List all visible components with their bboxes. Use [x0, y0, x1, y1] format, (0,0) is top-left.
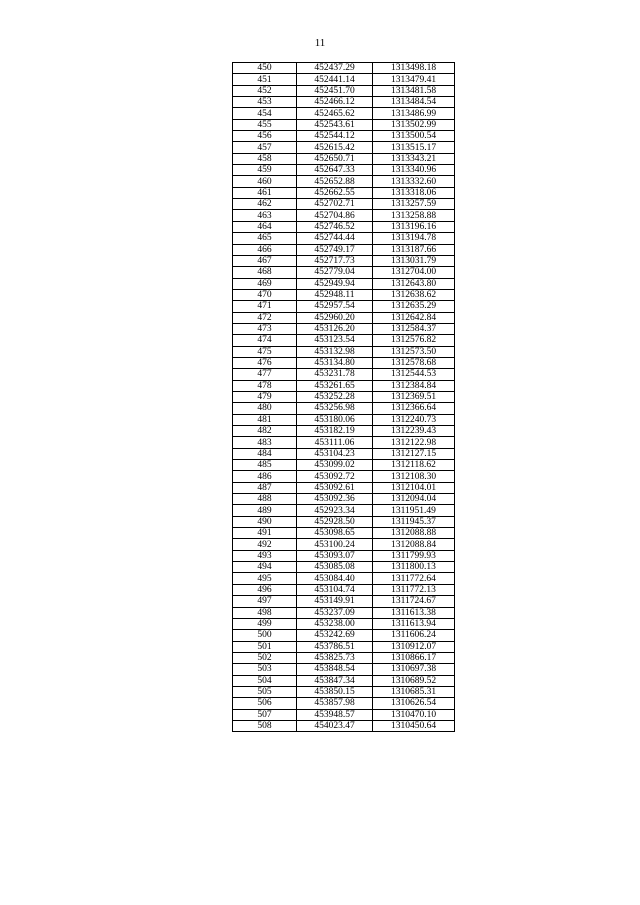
x-coordinate-cell: 453149.91: [297, 596, 373, 607]
point-number-cell: 495: [233, 573, 297, 584]
point-number-cell: 500: [233, 630, 297, 641]
table-row: [233, 494, 455, 505]
point-number-cell: 497: [233, 596, 297, 607]
point-number-cell: 460: [233, 176, 297, 187]
y-coordinate-cell: 1312369.51: [373, 391, 455, 402]
point-number-cell: 463: [233, 210, 297, 221]
table-row: [233, 108, 455, 119]
point-number-cell: 484: [233, 448, 297, 459]
x-coordinate-cell: 452543.61: [297, 119, 373, 130]
y-coordinate-cell: 1313187.66: [373, 244, 455, 255]
point-number-cell: 452: [233, 85, 297, 96]
y-coordinate-cell: 1312127.15: [373, 448, 455, 459]
x-coordinate-cell: 452437.29: [297, 63, 373, 74]
point-number-cell: 480: [233, 403, 297, 414]
point-number-cell: 494: [233, 562, 297, 573]
table-row: [233, 391, 455, 402]
table-row: [233, 596, 455, 607]
x-coordinate-cell: 453256.98: [297, 403, 373, 414]
x-coordinate-cell: 452451.70: [297, 85, 373, 96]
y-coordinate-cell: 1312643.80: [373, 278, 455, 289]
x-coordinate-cell: 453084.40: [297, 573, 373, 584]
y-coordinate-cell: 1311799.93: [373, 550, 455, 561]
table-row: [233, 153, 455, 164]
point-number-cell: 492: [233, 539, 297, 550]
y-coordinate-cell: 1313343.21: [373, 153, 455, 164]
point-number-cell: 501: [233, 641, 297, 652]
x-coordinate-cell: 453099.02: [297, 460, 373, 471]
y-coordinate-cell: 1313031.79: [373, 255, 455, 266]
point-number-cell: 466: [233, 244, 297, 255]
x-coordinate-cell: 453180.06: [297, 414, 373, 425]
point-number-cell: 479: [233, 391, 297, 402]
table-row: [233, 74, 455, 85]
point-number-cell: 478: [233, 380, 297, 391]
y-coordinate-cell: 1310866.17: [373, 652, 455, 663]
y-coordinate-cell: 1313332.60: [373, 176, 455, 187]
x-coordinate-cell: 452704.86: [297, 210, 373, 221]
x-coordinate-cell: 453098.65: [297, 528, 373, 539]
point-number-cell: 481: [233, 414, 297, 425]
point-number-cell: 486: [233, 471, 297, 482]
table-row: [233, 255, 455, 266]
table-row: [233, 233, 455, 244]
x-coordinate-cell: 452647.33: [297, 165, 373, 176]
table-row: [233, 199, 455, 210]
x-coordinate-cell: 452923.34: [297, 505, 373, 516]
x-coordinate-cell: 452960.20: [297, 312, 373, 323]
point-number-cell: 504: [233, 675, 297, 686]
point-number-cell: 459: [233, 165, 297, 176]
y-coordinate-cell: 1311606.24: [373, 630, 455, 641]
x-coordinate-cell: 453123.54: [297, 335, 373, 346]
table-row: [233, 380, 455, 391]
x-coordinate-cell: 453092.72: [297, 471, 373, 482]
table-row: [233, 573, 455, 584]
point-number-cell: 488: [233, 494, 297, 505]
table-row: [233, 131, 455, 142]
y-coordinate-cell: 1312240.73: [373, 414, 455, 425]
x-coordinate-cell: 453261.65: [297, 380, 373, 391]
y-coordinate-cell: 1313484.54: [373, 97, 455, 108]
x-coordinate-cell: 452749.17: [297, 244, 373, 255]
x-coordinate-cell: 452746.52: [297, 221, 373, 232]
table-row: [233, 426, 455, 437]
table-row: [233, 97, 455, 108]
table-row: [233, 641, 455, 652]
point-number-cell: 458: [233, 153, 297, 164]
table-row: [233, 562, 455, 573]
table-row: [233, 403, 455, 414]
point-number-cell: 472: [233, 312, 297, 323]
coordinates-table-body: [233, 63, 455, 732]
point-number-cell: 475: [233, 346, 297, 357]
x-coordinate-cell: 453242.69: [297, 630, 373, 641]
x-coordinate-cell: 453786.51: [297, 641, 373, 652]
y-coordinate-cell: 1313257.59: [373, 199, 455, 210]
y-coordinate-cell: 1313340.96: [373, 165, 455, 176]
table-row: [233, 471, 455, 482]
table-row: [233, 335, 455, 346]
x-coordinate-cell: 452662.55: [297, 187, 373, 198]
table-row: [233, 528, 455, 539]
table-row: [233, 686, 455, 697]
x-coordinate-cell: 452717.73: [297, 255, 373, 266]
y-coordinate-cell: 1313515.17: [373, 142, 455, 153]
x-coordinate-cell: 453237.09: [297, 607, 373, 618]
y-coordinate-cell: 1313500.54: [373, 131, 455, 142]
x-coordinate-cell: 453100.24: [297, 539, 373, 550]
table-row: [233, 505, 455, 516]
point-number-cell: 491: [233, 528, 297, 539]
table-row: [233, 550, 455, 561]
point-number-cell: 496: [233, 584, 297, 595]
point-number-cell: 498: [233, 607, 297, 618]
y-coordinate-cell: 1311613.94: [373, 618, 455, 629]
y-coordinate-cell: 1312104.01: [373, 482, 455, 493]
table-row: [233, 460, 455, 471]
point-number-cell: 467: [233, 255, 297, 266]
x-coordinate-cell: 453132.98: [297, 346, 373, 357]
x-coordinate-cell: 452744.44: [297, 233, 373, 244]
page-number: 11: [314, 37, 326, 49]
y-coordinate-cell: 1310450.64: [373, 720, 455, 731]
table-row: [233, 119, 455, 130]
y-coordinate-cell: 1313479.41: [373, 74, 455, 85]
table-row: [233, 516, 455, 527]
coordinates-table: [232, 62, 455, 732]
y-coordinate-cell: 1313318.06: [373, 187, 455, 198]
y-coordinate-cell: 1313194.78: [373, 233, 455, 244]
y-coordinate-cell: 1312088.84: [373, 539, 455, 550]
x-coordinate-cell: 452466.12: [297, 97, 373, 108]
y-coordinate-cell: 1311951.49: [373, 505, 455, 516]
table-row: [233, 607, 455, 618]
x-coordinate-cell: 453104.23: [297, 448, 373, 459]
x-coordinate-cell: 452702.71: [297, 199, 373, 210]
point-number-cell: 462: [233, 199, 297, 210]
x-coordinate-cell: 453231.78: [297, 369, 373, 380]
point-number-cell: 506: [233, 698, 297, 709]
x-coordinate-cell: 453850.15: [297, 686, 373, 697]
point-number-cell: 502: [233, 652, 297, 663]
y-coordinate-cell: 1312108.30: [373, 471, 455, 482]
point-number-cell: 468: [233, 267, 297, 278]
x-coordinate-cell: 452948.11: [297, 289, 373, 300]
point-number-cell: 483: [233, 437, 297, 448]
y-coordinate-cell: 1311724.67: [373, 596, 455, 607]
y-coordinate-cell: 1310912.07: [373, 641, 455, 652]
x-coordinate-cell: 452779.04: [297, 267, 373, 278]
table-row: [233, 652, 455, 663]
point-number-cell: 454: [233, 108, 297, 119]
x-coordinate-cell: 453134.80: [297, 357, 373, 368]
x-coordinate-cell: 452949.94: [297, 278, 373, 289]
table-row: [233, 720, 455, 731]
table-row: [233, 482, 455, 493]
y-coordinate-cell: 1312239.43: [373, 426, 455, 437]
point-number-cell: 487: [233, 482, 297, 493]
table-row: [233, 448, 455, 459]
table-row: [233, 584, 455, 595]
table-row: [233, 210, 455, 221]
x-coordinate-cell: 452650.71: [297, 153, 373, 164]
x-coordinate-cell: 453182.19: [297, 426, 373, 437]
y-coordinate-cell: 1313196.16: [373, 221, 455, 232]
table-row: [233, 323, 455, 334]
table-row: [233, 346, 455, 357]
x-coordinate-cell: 453126.20: [297, 323, 373, 334]
y-coordinate-cell: 1312118.62: [373, 460, 455, 471]
x-coordinate-cell: 453848.54: [297, 664, 373, 675]
point-number-cell: 476: [233, 357, 297, 368]
point-number-cell: 453: [233, 97, 297, 108]
y-coordinate-cell: 1312578.68: [373, 357, 455, 368]
y-coordinate-cell: 1312122.98: [373, 437, 455, 448]
x-coordinate-cell: 452465.62: [297, 108, 373, 119]
x-coordinate-cell: 453093.07: [297, 550, 373, 561]
point-number-cell: 474: [233, 335, 297, 346]
point-number-cell: 473: [233, 323, 297, 334]
y-coordinate-cell: 1313481.58: [373, 85, 455, 96]
table-row: [233, 698, 455, 709]
y-coordinate-cell: 1312576.82: [373, 335, 455, 346]
table-row: [233, 437, 455, 448]
y-coordinate-cell: 1311772.13: [373, 584, 455, 595]
point-number-cell: 507: [233, 709, 297, 720]
y-coordinate-cell: 1312584.37: [373, 323, 455, 334]
table-row: [233, 630, 455, 641]
y-coordinate-cell: 1310697.38: [373, 664, 455, 675]
point-number-cell: 461: [233, 187, 297, 198]
point-number-cell: 477: [233, 369, 297, 380]
x-coordinate-cell: 452441.14: [297, 74, 373, 85]
x-coordinate-cell: 452928.50: [297, 516, 373, 527]
table-row: [233, 267, 455, 278]
point-number-cell: 503: [233, 664, 297, 675]
y-coordinate-cell: 1312544.53: [373, 369, 455, 380]
point-number-cell: 490: [233, 516, 297, 527]
x-coordinate-cell: 453847.34: [297, 675, 373, 686]
point-number-cell: 482: [233, 426, 297, 437]
y-coordinate-cell: 1311945.37: [373, 516, 455, 527]
x-coordinate-cell: 453111.06: [297, 437, 373, 448]
point-number-cell: 505: [233, 686, 297, 697]
table-row: [233, 709, 455, 720]
x-coordinate-cell: 453825.73: [297, 652, 373, 663]
y-coordinate-cell: 1312094.04: [373, 494, 455, 505]
point-number-cell: 493: [233, 550, 297, 561]
y-coordinate-cell: 1312704.00: [373, 267, 455, 278]
y-coordinate-cell: 1312366.64: [373, 403, 455, 414]
x-coordinate-cell: 453092.36: [297, 494, 373, 505]
table-row: [233, 63, 455, 74]
table-row: [233, 187, 455, 198]
x-coordinate-cell: 453085.08: [297, 562, 373, 573]
point-number-cell: 470: [233, 289, 297, 300]
table-row: [233, 176, 455, 187]
y-coordinate-cell: 1313502.99: [373, 119, 455, 130]
y-coordinate-cell: 1310470.10: [373, 709, 455, 720]
table-row: [233, 357, 455, 368]
point-number-cell: 508: [233, 720, 297, 731]
y-coordinate-cell: 1313498.18: [373, 63, 455, 74]
table-row: [233, 142, 455, 153]
y-coordinate-cell: 1310685.31: [373, 686, 455, 697]
point-number-cell: 450: [233, 63, 297, 74]
table-row: [233, 278, 455, 289]
table-row: [233, 414, 455, 425]
point-number-cell: 464: [233, 221, 297, 232]
table-row: [233, 289, 455, 300]
y-coordinate-cell: 1310689.52: [373, 675, 455, 686]
y-coordinate-cell: 1312384.84: [373, 380, 455, 391]
point-number-cell: 471: [233, 301, 297, 312]
y-coordinate-cell: 1313486.99: [373, 108, 455, 119]
point-number-cell: 489: [233, 505, 297, 516]
y-coordinate-cell: 1313258.88: [373, 210, 455, 221]
point-number-cell: 456: [233, 131, 297, 142]
x-coordinate-cell: 452615.42: [297, 142, 373, 153]
point-number-cell: 455: [233, 119, 297, 130]
x-coordinate-cell: 454023.47: [297, 720, 373, 731]
x-coordinate-cell: 452544.12: [297, 131, 373, 142]
y-coordinate-cell: 1310626.54: [373, 698, 455, 709]
point-number-cell: 485: [233, 460, 297, 471]
y-coordinate-cell: 1312088.88: [373, 528, 455, 539]
x-coordinate-cell: 453252.28: [297, 391, 373, 402]
table-row: [233, 301, 455, 312]
table-row: [233, 664, 455, 675]
table-row: [233, 369, 455, 380]
x-coordinate-cell: 453238.00: [297, 618, 373, 629]
table-row: [233, 221, 455, 232]
point-number-cell: 499: [233, 618, 297, 629]
y-coordinate-cell: 1311772.64: [373, 573, 455, 584]
x-coordinate-cell: 453948.57: [297, 709, 373, 720]
table-row: [233, 618, 455, 629]
y-coordinate-cell: 1312642.84: [373, 312, 455, 323]
table-row: [233, 165, 455, 176]
y-coordinate-cell: 1311613.38: [373, 607, 455, 618]
point-number-cell: 457: [233, 142, 297, 153]
point-number-cell: 465: [233, 233, 297, 244]
x-coordinate-cell: 452652.88: [297, 176, 373, 187]
table-row: [233, 85, 455, 96]
y-coordinate-cell: 1312638.62: [373, 289, 455, 300]
y-coordinate-cell: 1312573.50: [373, 346, 455, 357]
y-coordinate-cell: 1312635.29: [373, 301, 455, 312]
table-row: [233, 244, 455, 255]
table-row: [233, 539, 455, 550]
x-coordinate-cell: 452957.54: [297, 301, 373, 312]
table-row: [233, 312, 455, 323]
table-row: [233, 675, 455, 686]
point-number-cell: 451: [233, 74, 297, 85]
x-coordinate-cell: 453857.98: [297, 698, 373, 709]
x-coordinate-cell: 453092.61: [297, 482, 373, 493]
point-number-cell: 469: [233, 278, 297, 289]
y-coordinate-cell: 1311800.13: [373, 562, 455, 573]
x-coordinate-cell: 453104.74: [297, 584, 373, 595]
